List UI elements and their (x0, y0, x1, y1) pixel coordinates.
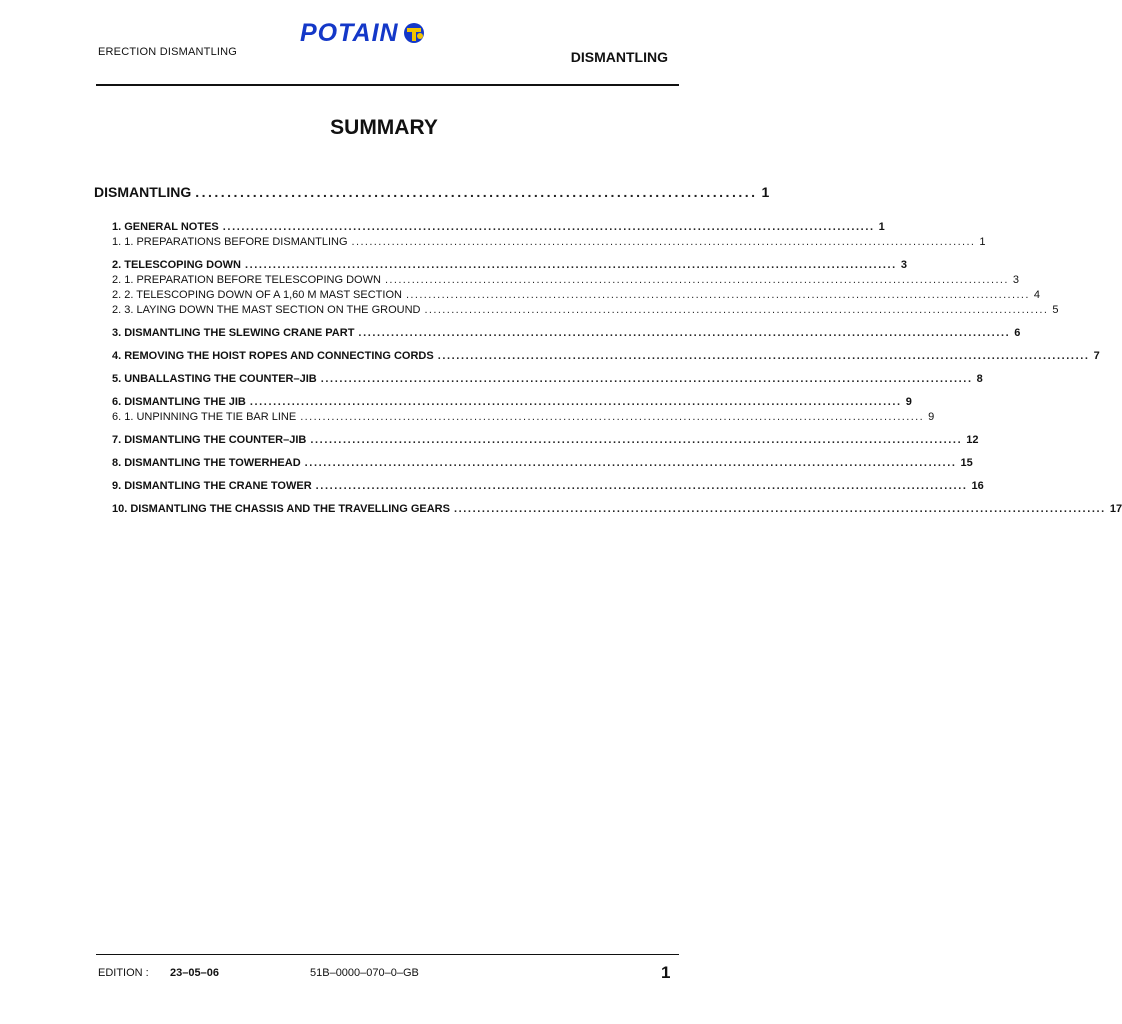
toc-entry-label: 4. REMOVING THE HOIST ROPES AND CONNECTING CORDS (112, 350, 434, 362)
toc-leader: ........................................................................................ (195, 184, 758, 200)
toc-entry-page: 3 (1012, 274, 1019, 286)
toc-entry-label: 2. TELESCOPING DOWN (112, 259, 241, 271)
toc-entry-label: 5. UNBALLASTING THE COUNTER–JIB (112, 373, 317, 385)
toc-entry-label: 2. 1. PREPARATION BEFORE TELESCOPING DOWN (112, 274, 381, 286)
toc-leader: ............................................................................................................................................ (384, 274, 1009, 286)
toc-entry-label: 8. DISMANTLING THE TOWERHEAD (112, 457, 301, 469)
document-reference: 51B–0000–070–0–GB (310, 967, 419, 979)
toc-entry[interactable] (112, 502, 1122, 517)
toc-entry-page: 12 (966, 434, 979, 446)
toc-main-page: 1 (761, 184, 770, 200)
toc-leader: ............................................................................................................................................ (222, 221, 875, 233)
page-title: SUMMARY (330, 116, 438, 139)
toc-entry-page: 9 (928, 411, 935, 423)
toc-entry[interactable] (112, 288, 1040, 303)
edition-date: 23–05–06 (170, 967, 219, 979)
toc-list (112, 220, 1122, 517)
toc-entry-page: 17 (1109, 503, 1122, 515)
toc-leader: ............................................................................................................................................ (405, 289, 1030, 301)
toc-leader: ............................................................................................................................................ (358, 327, 1011, 339)
toc-entry[interactable] (112, 479, 984, 494)
toc-leader: ............................................................................................................................................ (249, 396, 902, 408)
header-left-label: ERECTION DISMANTLING (98, 46, 238, 58)
toc-entry[interactable] (112, 410, 935, 425)
toc-entry-label: 3. DISMANTLING THE SLEWING CRANE PART (112, 327, 355, 339)
toc-leader: ............................................................................................................................................ (244, 259, 897, 271)
toc-entry[interactable] (112, 258, 907, 273)
footer-divider (96, 954, 679, 955)
toc-leader: ............................................................................................................................................ (424, 304, 1049, 316)
header-divider (96, 84, 679, 86)
toc-entry-page: 9 (905, 396, 912, 408)
toc-entry-label: 2. 3. LAYING DOWN THE MAST SECTION ON THE GROUND (112, 304, 421, 316)
toc-leader: ............................................................................................................................................ (315, 480, 968, 492)
toc-entry[interactable] (112, 372, 983, 387)
toc-entry-page: 1 (878, 221, 885, 233)
toc-entry-label: 7. DISMANTLING THE COUNTER–JIB (112, 434, 307, 446)
page-number: 1 (661, 963, 671, 982)
toc-entry-page: 7 (1093, 350, 1100, 362)
toc-leader: ............................................................................................................................................ (351, 236, 976, 248)
toc-entry-page: 4 (1033, 289, 1040, 301)
toc-entry-label: 2. 2. TELESCOPING DOWN OF A 1,60 M MAST SECTION (112, 289, 402, 301)
toc-main-entry[interactable] (94, 184, 770, 200)
toc-entry-label: 6. 1. UNPINNING THE TIE BAR LINE (112, 411, 297, 423)
toc-entry-page: 8 (976, 373, 983, 385)
toc-entry-page: 6 (1014, 327, 1021, 339)
potain-logo (300, 20, 427, 46)
toc-entry[interactable] (112, 273, 1019, 288)
toc-main-label: DISMANTLING (94, 184, 192, 200)
logo-text: POTAIN (300, 19, 399, 47)
toc-entry[interactable] (112, 220, 885, 235)
logo-mark-icon (401, 21, 427, 45)
toc-entry-label: 1. GENERAL NOTES (112, 221, 219, 233)
toc-entry[interactable] (112, 395, 912, 410)
toc-entry-page: 1 (979, 236, 986, 248)
toc-entry[interactable] (112, 326, 1021, 341)
toc-entry[interactable] (112, 235, 986, 250)
toc-entry[interactable] (112, 303, 1059, 318)
toc-leader: ............................................................................................................................................ (300, 411, 925, 423)
header-right-label: DISMANTLING (570, 49, 668, 65)
toc-entry-label: 10. DISMANTLING THE CHASSIS AND THE TRAVELLING GEARS (112, 503, 450, 515)
toc-leader: ............................................................................................................................................ (320, 373, 973, 385)
toc-entry-page: 5 (1052, 304, 1059, 316)
edition-label: EDITION : (98, 967, 149, 979)
toc-entry-page: 15 (960, 457, 973, 469)
toc-entry[interactable] (112, 433, 979, 448)
toc-leader: ............................................................................................................................................ (453, 503, 1106, 515)
toc-entry-label: 9. DISMANTLING THE CRANE TOWER (112, 480, 312, 492)
toc-entry-page: 3 (900, 259, 907, 271)
toc-leader: ............................................................................................................................................ (310, 434, 963, 446)
toc-leader: ............................................................................................................................................ (304, 457, 957, 469)
toc-entry[interactable] (112, 349, 1100, 364)
toc-entry-page: 16 (971, 480, 984, 492)
toc-leader: ............................................................................................................................................ (437, 350, 1090, 362)
toc-entry[interactable] (112, 456, 973, 471)
toc-entry-label: 1. 1. PREPARATIONS BEFORE DISMANTLING (112, 236, 348, 248)
toc-entry-label: 6. DISMANTLING THE JIB (112, 396, 246, 408)
